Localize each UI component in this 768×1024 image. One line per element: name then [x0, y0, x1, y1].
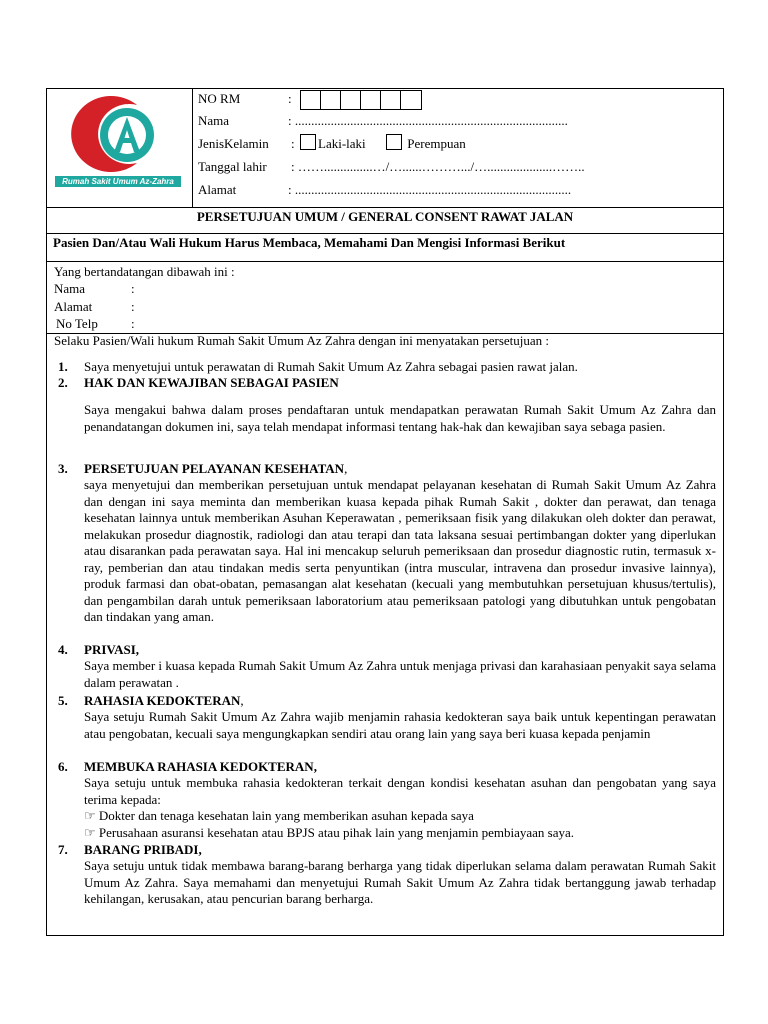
laki-laki-option[interactable]: Laki-laki [300, 134, 366, 154]
signer-nama-row[interactable]: Nama : [54, 281, 135, 296]
hospital-logo [47, 89, 193, 207]
item-3-text: saya menyetujui dan memberikan persetujuan untuk mendapat pelayanan kesehatan di Rumah Sakit Umum Az Zahra dan dengan ini saya meminta dan memberikan kuasa kepada pihak Rumah Sakit , dokter dan perawat, dan tenaga kesehatan lainnya untuk memberikan Asuhan Keperawatan , pemeriksaan fisik yang dilakukan oleh dokter dan perawat, melakukan prosedur diagnostik, radiologi dan atau terapi dan tata laksana sesuai pertimbangan dokter yang diperlukan atau disarankan pada perawatan saya. Hal ini mencakup seluruh pemeriksaan dan prosedur diagnostic rutin, termasuk x- ray, pemberian dan atau tindakan medis serta penyuntikan (intra muscular, intravena dan prosedur invasive lainnya), produk farmasi dan obat-obatan, pemasangan alat kesehatan (kecuali yang membutuhkan persetujuan khusus/tertulis), dan pengambilan darah untuk pemeriksaan laboratorium atau pemeriksaan patologi yang dibutuhkan untuk pengobatan dan tindakan yang aman. [84, 477, 716, 624]
signer-telp-row[interactable]: No Telp : [56, 316, 135, 331]
nama-field[interactable]: : .................................................................................... [288, 113, 568, 128]
item-5-heading: RAHASIA KEDOKTERAN [84, 693, 241, 708]
item-7-number: 7. [58, 842, 68, 857]
form-subtitle: Pasien Dan/Atau Wali Hukum Harus Membaca, Memahami Dan Mengisi Informasi Berikut [47, 234, 723, 262]
hand-pointer-icon: ☞ [84, 808, 96, 823]
tanggal-lahir-label: Tanggal lahir [198, 159, 267, 174]
perempuan-checkbox[interactable] [386, 134, 402, 150]
item-1-number: 1. [58, 359, 68, 374]
signer-identity [47, 263, 723, 334]
item-2-heading: HAK DAN KEWAJIBAN SEBAGAI PASIEN [84, 375, 339, 390]
signer-alamat-row[interactable]: Alamat : [54, 299, 135, 314]
consent-form [46, 88, 724, 936]
item-5-text: Saya setuju Rumah Sakit Umum Az Zahra wajib menjamin rahasia kedokteran saya baik untuk kepentingan perawatan atau pengobatan, kecuali saya mengungkapkan sendiri atau orang lain yang saya beri kuasa kepada penjamin [84, 709, 716, 741]
item-5-heading-line: RAHASIA KEDOKTERAN, [84, 693, 244, 708]
item-4-heading: PRIVASI, [84, 642, 140, 657]
item-1-text: Saya menyetujui untuk perawatan di Rumah Sakit Umum Az Zahra sebagai pasien rawat jalan. [84, 359, 578, 374]
jenis-kelamin-row: JenisKelamin : Laki-laki Perempuan [198, 134, 269, 154]
item-3-heading: PERSETUJUAN PELAYANAN KESEHATAN [84, 461, 345, 476]
alamat-row [198, 180, 572, 200]
tanggal-lahir-row [198, 157, 585, 177]
logo-caption: Rumah Sakit Umum Az-Zahra [55, 176, 181, 187]
laki-laki-checkbox[interactable] [300, 134, 316, 150]
tanggal-lahir-field[interactable]: : ……...............…/…......……….../…....................…….. [291, 159, 585, 174]
no-rm-row: NO RM : [198, 89, 240, 109]
form-title: PERSETUJUAN UMUM / GENERAL CONSENT RAWAT JALAN [47, 207, 723, 234]
item-3-heading-line: PERSETUJUAN PELAYANAN KESEHATAN, [84, 461, 348, 476]
item-4-text: Saya member i kuasa kepada Rumah Sakit Umum Az Zahra untuk menjaga privasi dan karahasiaan penyakit saya selama dalam perawatan . [84, 658, 716, 690]
item-7-text: Saya setuju untuk tidak membawa barang-barang berharga yang tidak diperlukan selama dalam perawatan Rumah Sakit Umum Az Zahra. Saya memahami dan menyetujui Rumah Sakit Umum Az Zahra tidak bertanggung jawab terhadap kehilangan, kerusakan, atau pencurian barang berharga. [84, 858, 716, 906]
item-6-number: 6. [58, 759, 68, 774]
item-6-bullet-2: ☞ Perusahaan asuransi kesehatan atau BPJS atau pihak lain yang menjamin pembiayaan saya. [84, 825, 574, 840]
item-4-number: 4. [58, 642, 68, 657]
item-7-heading: BARANG PRIBADI, [84, 842, 202, 857]
logo-emblem-icon [51, 93, 187, 177]
nama-label: Nama [198, 113, 230, 128]
alamat-field[interactable]: : ..................................................................................... [288, 182, 572, 197]
item-6-text: Saya setuju untuk membuka rahasia kedokteran terkait dengan kondisi kesehatan asuhan dan pengobatan yang saya terima kepada: [84, 775, 716, 807]
alamat-label: Alamat [198, 182, 237, 197]
item-3-number: 3. [58, 461, 68, 476]
item-5-number: 5. [58, 693, 68, 708]
no-rm-label: NO RM [198, 91, 241, 106]
jenis-kelamin-label: JenisKelamin [198, 136, 269, 151]
no-rm-boxes[interactable] [300, 90, 422, 110]
item-2-text: Saya mengakui bahwa dalam proses pendaftaran untuk mendapatkan perawatan Rumah Sakit Umum Az Zahra dan penandatangan dokumen ini, saya telah mendapat informasi tentang hak-hak dan kewajiban saya sebaga pasien. [84, 402, 716, 434]
perempuan-option[interactable]: Perempuan [386, 134, 466, 154]
consent-statement: Selaku Pasien/Wali hukum Rumah Sakit Umum Az Zahra dengan ini menyatakan persetujuan : [54, 333, 550, 348]
item-6-bullet-1: ☞ Dokter dan tenaga kesehatan lain yang memberikan asuhan kepada saya [84, 808, 474, 823]
patient-info [198, 89, 723, 207]
form-header [47, 89, 723, 208]
nama-row [198, 111, 568, 131]
signer-intro: Yang bertandatangan dibawah ini : [54, 264, 235, 279]
item-2-number: 2. [58, 375, 68, 390]
item-6-heading: MEMBUKA RAHASIA KEDOKTERAN, [84, 759, 317, 774]
hand-pointer-icon: ☞ [84, 825, 96, 840]
